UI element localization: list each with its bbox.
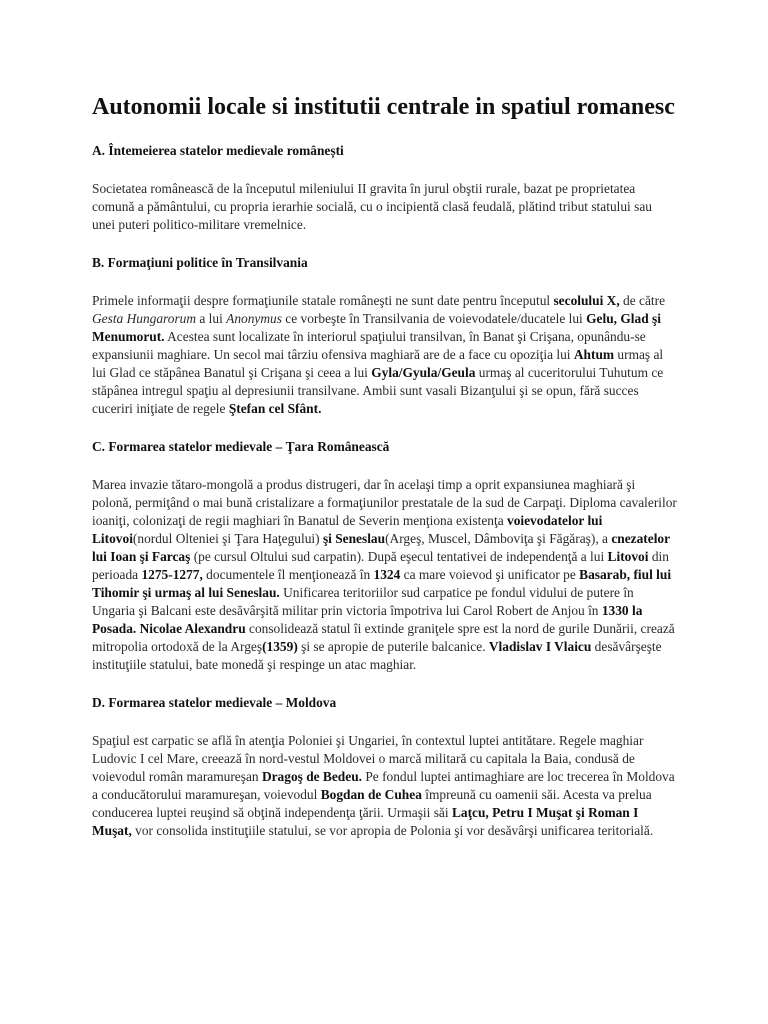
text-run: (Argeş, Muscel, Dâmboviţa şi Făgăraş), a bbox=[385, 531, 612, 546]
text-run: desăvârşeşte instituţiile statului, bate monedă şi respinge un atac maghiar. bbox=[92, 639, 662, 672]
text-run: urmaş al cuceritorului Tuhutum ce stăpânea intregul spaţiu al depresiunii transilvane. Ambii sunt vasali Bizanţului şi se opun, fără succes cuceriri iniţiate de regele bbox=[92, 365, 664, 416]
text-run: de către bbox=[619, 293, 666, 308]
text-run: ce vorbeşte în Transilvania de voievodatele/ducatele lui bbox=[281, 311, 587, 326]
text-run: documentele îl menţionează în bbox=[202, 567, 374, 582]
bold-text: 1324 bbox=[373, 567, 401, 582]
section-paragraph-a bbox=[92, 180, 678, 234]
bold-text: Nicolae Alexandru bbox=[139, 621, 246, 636]
bold-text: Gyla/Gyula/Geula bbox=[371, 365, 476, 380]
section-paragraph-d bbox=[92, 732, 678, 840]
bold-text: Bogdan de Cuhea bbox=[320, 787, 422, 802]
text-run: consolidează statul îi extinde graniţele spre est la nord de gurile Dunării, crează mitropolia ortodoxă de la Argeş bbox=[92, 621, 675, 654]
section-heading-b: B. Formaţiuni politice în Transilvania bbox=[92, 255, 308, 270]
bold-text: şi Seneslau bbox=[322, 531, 386, 546]
bold-text: Dragoş de Bedeu. bbox=[261, 769, 362, 784]
bold-text: Basarab, fiul lui Tihomir şi urmaş al lui Seneslau. bbox=[92, 567, 672, 600]
text-run: Acestea sunt localizate în interiorul spaţiului transilvan, în Banat şi Crişana, opunându-se expansiunii maghiare. Un secol mai târziu ofensiva maghiară are de a face cu opoziţia lui bbox=[92, 329, 646, 362]
bold-text: Ştefan cel Sfânt. bbox=[228, 401, 322, 416]
bold-text: 1330 la Posada. bbox=[92, 603, 643, 636]
text-run: Spaţiul est carpatic se află în atenţia Poloniei şi Ungariei, în contextul luptei antitătare. Regele maghiar Ludovic I cel Mare, creează în nord-vestul Moldovei o marcă militară cu capitala la Baia, condusă de voievodul român maramureşan bbox=[92, 733, 644, 784]
text-run: vor consolida instituţiile statului, se vor apropia de Polonia şi vor desăvârşi unificarea teritorială. bbox=[131, 823, 654, 838]
text-run: împreună cu oamenii săi. Acesta va prelua conducerea luptei reuşind să obţină independenţa ţării. Urmaşii săi bbox=[92, 787, 652, 820]
text-run: (pe cursul Oltului sud carpatin). După eşecul tentativei de independenţă a lui bbox=[190, 549, 608, 564]
document-page bbox=[92, 92, 678, 860]
bold-text: Gelu, Glad şi Menumorut. bbox=[92, 311, 661, 344]
italic-text: Anonymus bbox=[226, 311, 282, 326]
bold-text: (1359) bbox=[262, 639, 298, 654]
text-run: Unificarea teritoriilor sud carpatice pe fondul vidului de putere în Ungaria şi Balcani este desăvârşită militar prin victoria împotriva lui Carol Robert de Anjou în bbox=[92, 585, 634, 618]
text-run: şi se apropie de puterile balcanice. bbox=[297, 639, 489, 654]
text-run: Pe fondul luptei antimaghiare are loc trecerea în Moldova a conducătorului maramureşan, voievodul bbox=[92, 769, 675, 802]
section-paragraph-c bbox=[92, 476, 678, 674]
text-run: ca mare voievod şi unificator pe bbox=[400, 567, 580, 582]
text-run: (nordul Olteniei şi Ţara Haţegului) bbox=[132, 531, 323, 546]
bold-text: Litovoi bbox=[607, 549, 649, 564]
text-run: Marea invazie tătaro-mongolă a produs distrugeri, dar în acelaşi timp a oprit expansiunea maghiară şi polonă, permiţând o mai bună cristalizare a formaţiunilor prestatale de la sud de Carpaţi. Diploma cavalerilor ioaniţi, colonizaţi de regii maghiari în Banatul de Severin menţiona existenţa bbox=[92, 477, 677, 528]
text-run: Societatea românească de la începutul mileniului II gravita în jurul obştii rurale, bazat pe proprietatea comună a pământului, cu propria ierarhie socială, cu o incipientă clasă feudală, plătind tribut statului sau unei puteri politico-militare vremelnice. bbox=[92, 181, 652, 232]
bold-text: cnezatelor lui Ioan şi Farcaş bbox=[92, 531, 670, 564]
bold-text: voievodatelor lui Litovoi bbox=[92, 513, 603, 546]
text-run: a lui bbox=[196, 311, 227, 326]
document-title: Autonomii locale si institutii centrale in spatiul romanesc bbox=[92, 94, 675, 120]
italic-text: Gesta Hungarorum bbox=[92, 311, 197, 326]
document-body bbox=[92, 142, 678, 840]
text-run: urmaş al lui Glad ce stăpânea Banatul şi Crişana şi ceea a lui bbox=[92, 347, 664, 380]
bold-text: Vladislav I Vlaicu bbox=[488, 639, 592, 654]
bold-text: 1275-1277, bbox=[141, 567, 203, 582]
section-heading-a: A. Întemeierea statelor medievale românești bbox=[92, 143, 344, 158]
text-run: Primele informaţii despre formaţiunile statale româneşti ne sunt date pentru începutul bbox=[92, 293, 554, 308]
section-paragraph-b bbox=[92, 292, 678, 418]
bold-text: Laţcu, Petru I Muşat şi Roman I Muşat, bbox=[92, 805, 639, 838]
text-run: din perioada bbox=[92, 549, 669, 582]
bold-text: secolului X, bbox=[553, 293, 620, 308]
section-heading-c: C. Formarea statelor medievale – Ţara Românească bbox=[92, 439, 390, 454]
bold-text: Ahtum bbox=[573, 347, 615, 362]
section-heading-d: D. Formarea statelor medievale – Moldova bbox=[92, 695, 337, 710]
